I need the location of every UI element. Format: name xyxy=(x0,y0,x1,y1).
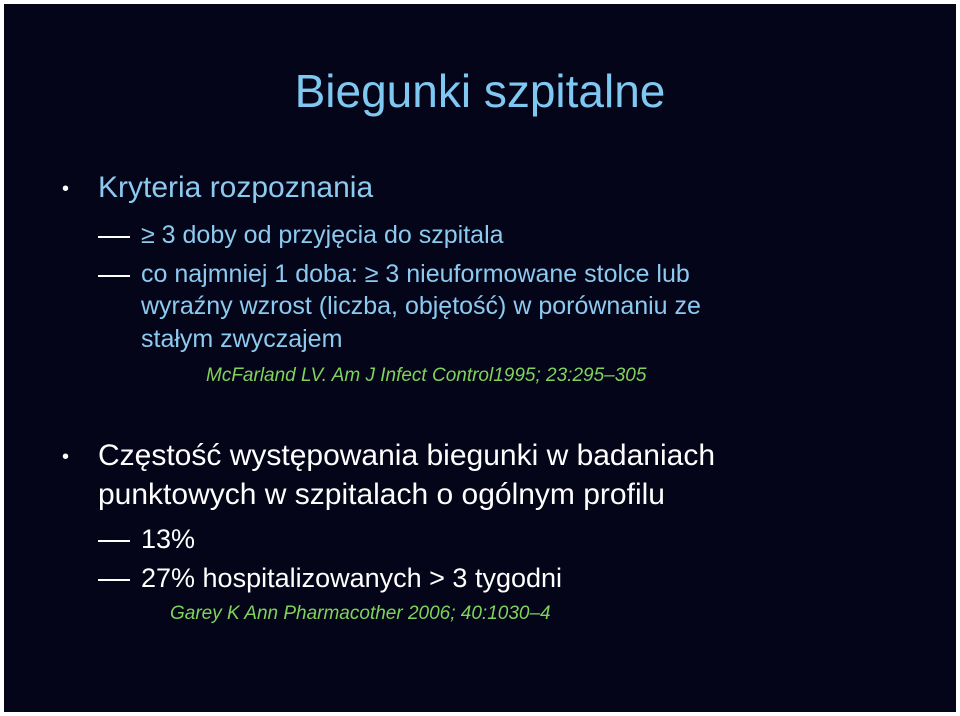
bullet-icon: • xyxy=(62,178,70,200)
criterion-item-1: ≥ 3 doby od przyjęcia do szpitala xyxy=(141,221,504,249)
reference-2: Garey K Ann Pharmacother 2006; 40:1030–4 xyxy=(170,603,551,624)
dash-icon xyxy=(98,275,130,277)
dash-icon xyxy=(98,579,130,581)
reference-1: McFarland LV. Am J Infect Control1995; 23:295–305 xyxy=(206,365,647,386)
dash-icon xyxy=(98,540,130,542)
section2-heading-line1: Częstość występowania biegunki w badaniach xyxy=(98,439,716,472)
criterion-item-2-line2: wyraźny wzrost (liczba, objętość) w porównaniu ze xyxy=(141,292,701,320)
section1-heading: Kryteria rozpoznania xyxy=(98,171,374,204)
criterion-item-2-line3: stałym zwyczajem xyxy=(141,325,343,353)
prevalence-item-2: 27% hospitalizowanych > 3 tygodni xyxy=(141,563,563,593)
prevalence-item-1: 13% xyxy=(141,524,196,554)
bullet-icon: • xyxy=(62,446,70,468)
dash-icon xyxy=(98,236,130,238)
section2-heading-line2: punktowych w szpitalach o ogólnym profilu xyxy=(98,478,665,511)
slide-title: Biegunki szpitalne xyxy=(294,65,666,117)
criterion-item-2-line1: co najmniej 1 doba: ≥ 3 nieuformowane stolce lub xyxy=(141,260,690,288)
